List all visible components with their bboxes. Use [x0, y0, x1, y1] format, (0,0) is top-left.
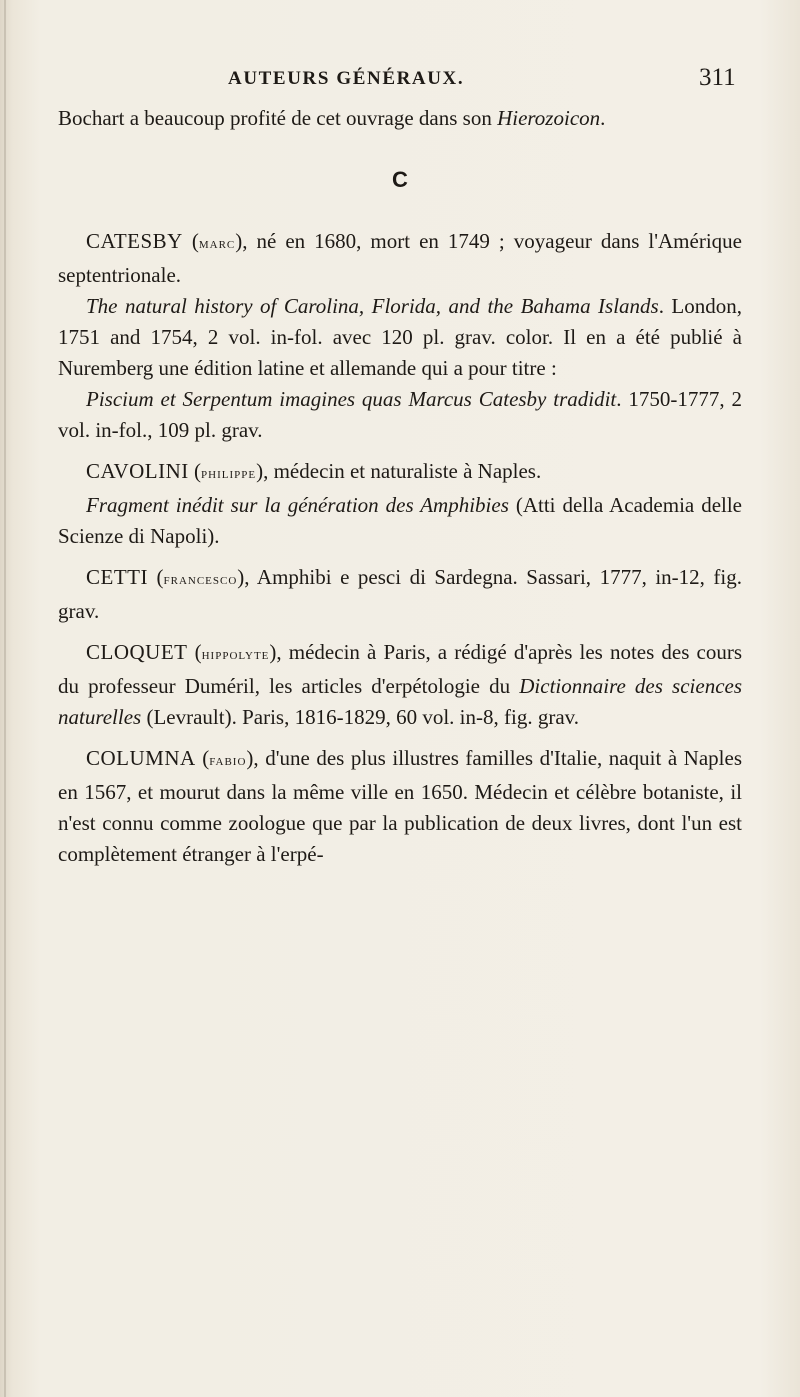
- entry-bio-italic: Dictionnaire des sciences naturelles: [58, 674, 743, 729]
- binding-edge: [4, 0, 6, 1397]
- section-letter: C: [392, 167, 408, 192]
- entry-catesby: CATESBY (marc), né en 1680, mort en 1749 ; voyageur dans l'Amérique septentrionale.: [58, 229, 742, 287]
- entry-bio-end: (Levrault). Paris, 1816-1829, 60 vol. in-8, fig. grav.: [141, 705, 580, 729]
- intro-punct: .: [600, 106, 606, 130]
- work-title: Piscium et Serpentum imagines quas Marcus Catesby tradidit: [86, 387, 617, 411]
- entry-name: COLUMNA: [86, 746, 196, 770]
- entry-cetti: CETTI (francesco), Amphibi e pesci di Sardegna. Sassari, 1777, in-12, fig. grav.: [58, 565, 742, 623]
- entry-work: [58, 490, 742, 552]
- entry-bio: , médecin et naturaliste à Naples.: [263, 459, 542, 483]
- entry-cavolini: CAVOLINI (philippe), médecin et naturaliste à Naples.: [86, 459, 542, 483]
- entry-work: [58, 384, 742, 446]
- entry-given-name: francesco: [163, 572, 238, 588]
- entry-given-name: hippolyte: [201, 647, 270, 663]
- page-header: [0, 64, 800, 98]
- entry-name: CLOQUET: [86, 640, 188, 664]
- entry-given-name: marc: [198, 236, 236, 252]
- entry-bio: , né en 1680, mort en 1749 ; voyageur dans l'Amérique septentrionale.: [58, 229, 742, 287]
- entry-work: [58, 291, 742, 384]
- running-head: AUTEURS GÉNÉRAUX.: [228, 68, 465, 89]
- entry-columna: COLUMNA (fabio), d'une des plus illustres familles d'Italie, naquit à Naples en 1567, et mourut dans la même ville en 1650. Médecin et célèbre botaniste, il n'est connu comme zoologue que par la publication de deux livres, dont l'un est complètement étranger à l'erpé-: [58, 746, 742, 866]
- page-number: 311: [699, 64, 736, 91]
- intro-paragraph: [58, 103, 742, 134]
- intro-italic-title: Hierozoicon: [497, 106, 601, 130]
- entry-name: CETTI: [86, 565, 148, 589]
- work-title: Fragment inédit sur la génération des Amphibies: [86, 493, 509, 517]
- entry-bio: , d'une des plus illustres familles d'Italie, naquit à Naples en 1567, et mourut dans la même ville en 1650. Médecin et célèbre botaniste, il n'est connu comme zoologue que par la publication de deux livres, dont l'un est complètement étranger à l'erpé-: [58, 746, 742, 866]
- work-title: The natural history of Carolina, Florida, and the Bahama Islands: [86, 294, 659, 318]
- entry-cloquet: CLOQUET (hippolyte), médecin à Paris, a rédigé d'après les notes des cours du professeur Duméril, les articles d'erpétologie du Dictionnaire des sciences naturelles (Levrault). Paris, 1816-1829, 60 vol. in-8, fig. grav.: [58, 640, 743, 729]
- entry-given-name: fabio: [209, 753, 247, 769]
- entry-bio: , Amphibi e pesci di Sardegna. Sassari, 1777, in-12, fig. grav.: [58, 565, 742, 623]
- entry-name: CAVOLINI: [86, 459, 189, 483]
- entry-given-name: philippe: [201, 466, 257, 482]
- page-body: [58, 103, 742, 870]
- work-details: . London, 1751 and 1754, 2 vol. in-fol. avec 120 pl. grav. color. Il en a été publié à Nuremberg une édition latine et allemande qui a pour titre :: [58, 294, 742, 380]
- entry-name: CATESBY: [86, 229, 183, 253]
- intro-text: Bochart a beaucoup profité de cet ouvrage dans son: [58, 106, 492, 130]
- work-details: . 1750-1777, 2 vol. in-fol., 109 pl. grav.: [58, 387, 742, 442]
- work-details: (Atti della Academia delle Scienze di Napoli).: [58, 493, 743, 548]
- entry-bio: , médecin à Paris, a rédigé d'après les notes des cours du professeur Duméril, les articles d'erpétologie du: [58, 640, 742, 698]
